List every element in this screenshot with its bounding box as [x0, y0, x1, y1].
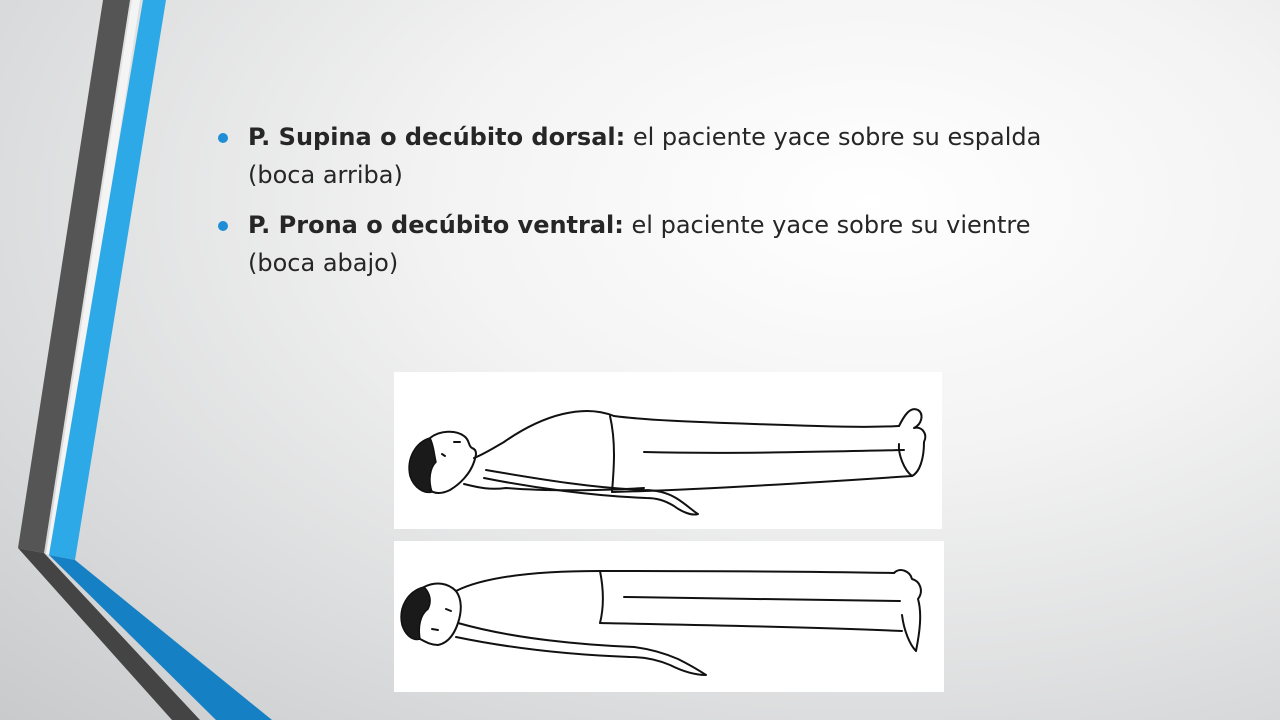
prone-position-illustration: [394, 541, 944, 692]
hair: [401, 587, 430, 639]
prone-drawing: [394, 541, 944, 692]
bullet-term: P. Prona o decúbito ventral:: [248, 211, 624, 239]
bullet-list: [218, 118, 1078, 294]
gray-lower-stripe: [18, 548, 200, 720]
bullet-item-prone: [218, 206, 1078, 282]
supine-drawing: [394, 372, 942, 529]
hair: [409, 438, 436, 492]
bullet-term: P. Supina o decúbito dorsal:: [248, 123, 626, 151]
bullet-item-supine: [218, 118, 1078, 194]
supine-position-illustration: [394, 372, 942, 529]
bullet-icon: [218, 221, 228, 231]
bullet-description: el paciente yace sobre su vientre (boca abajo): [248, 211, 1031, 277]
bullet-icon: [218, 133, 228, 143]
bullet-description: el paciente yace sobre su espalda (boca arriba): [248, 123, 1042, 189]
